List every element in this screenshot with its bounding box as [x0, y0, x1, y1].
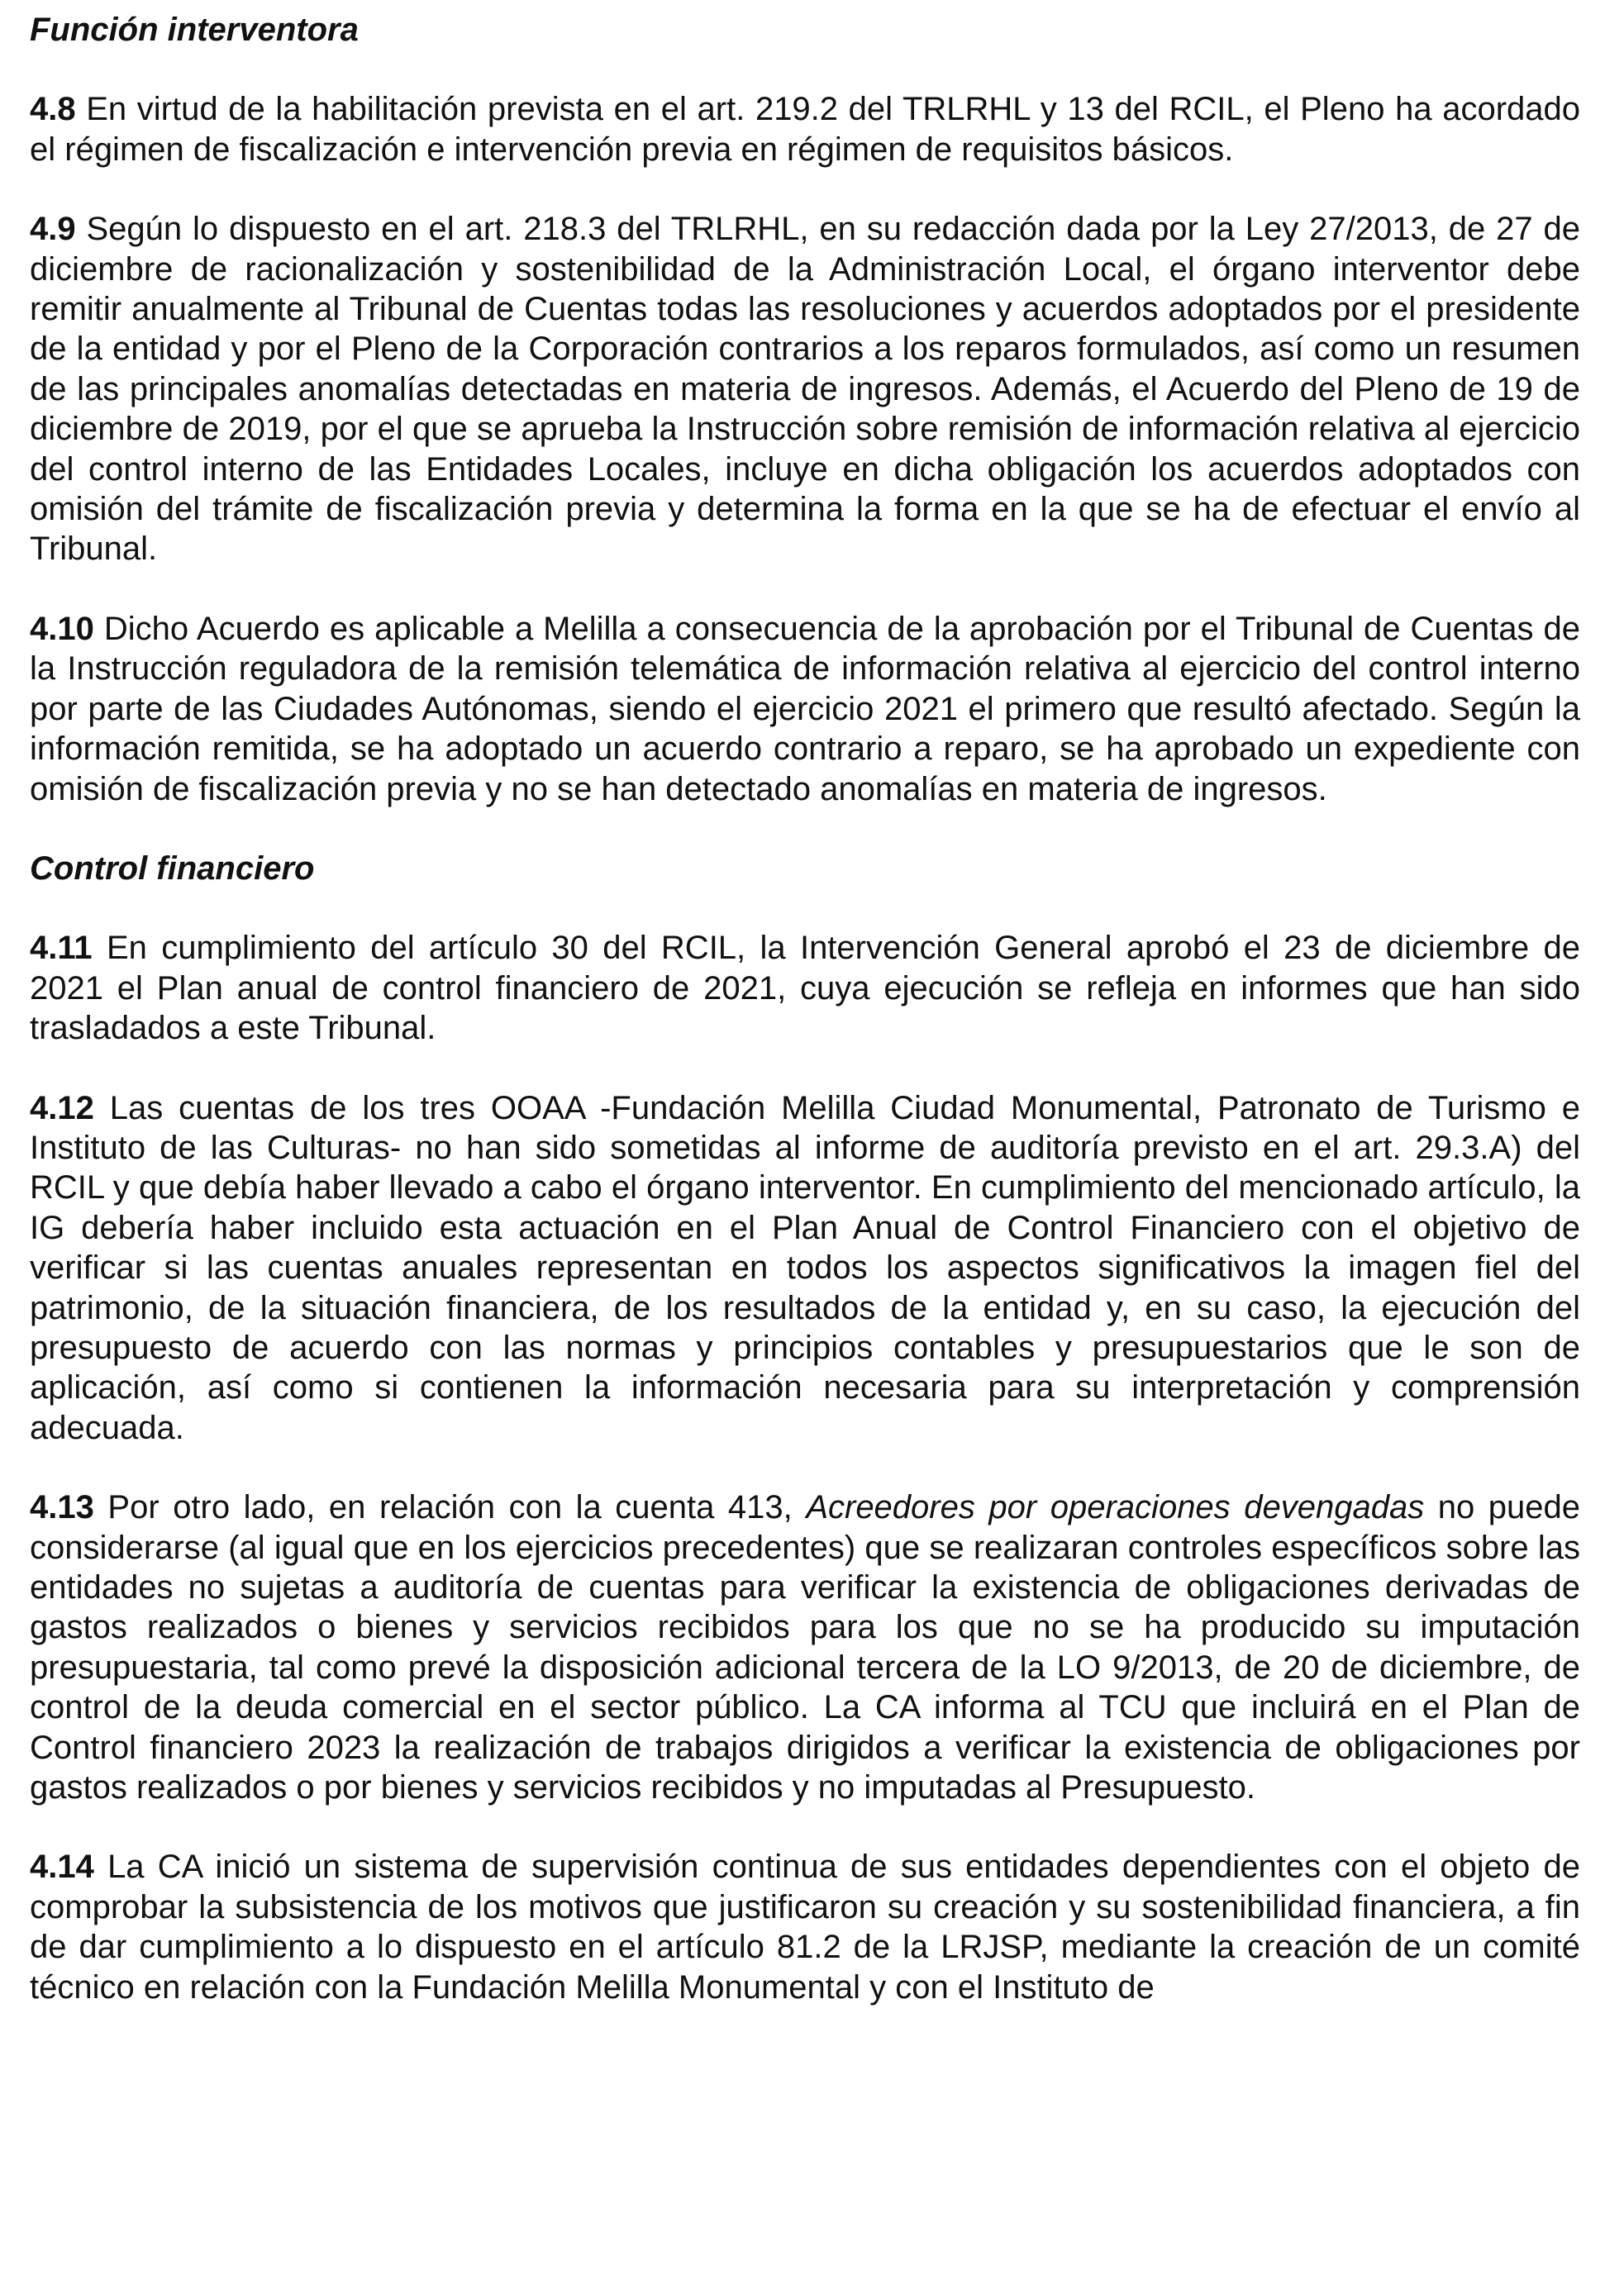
paragraph-text: Según lo dispuesto en el art. 218.3 del TRLRHL, en su redacción dada por la Ley 27/2013, de 27 de diciembre de racionalización y sostenibilidad de la Administración Local, el órgano interventor debe remitir anualmente al Tribunal de Cuentas todas las resoluciones y acuerdos adoptados por el presidente de la entidad y por el Pleno de la Corporación contrarios a los reparos formulados, así como un resumen de las principales anomalías detectadas en materia de ingresos. Además, el Acuerdo del Pleno de 19 de diciembre de 2019, por el que se aprueba la Instrucción sobre remisión de información relativa al ejercicio del control interno de las Entidades Locales, incluye en dicha obligación los acuerdos adoptados con omisión del trámite de fiscalización previa y determina la forma en la que se ha de efectuar el envío al Tribunal.	[30, 211, 1580, 568]
document-page	[30, 10, 1580, 2047]
paragraph-number: 4.8	[30, 91, 76, 128]
section-heading-control-financiero: Control financiero	[30, 850, 315, 887]
paragraph-text: En cumplimiento del artículo 30 del RCIL, la Intervención General aprobó el 23 de diciembre de 2021 el Plan anual de control financiero de 2021, cuya ejecución se refleja en informes que han sido trasladados a este Tribunal.	[30, 930, 1580, 1047]
paragraph-text-before: Por otro lado, en relación con la cuenta 413,	[107, 1489, 807, 1526]
paragraph-4-12	[30, 1088, 1580, 1449]
paragraph-4-10	[30, 609, 1580, 809]
account-name-italic: Acreedores por operaciones devengadas	[806, 1489, 1425, 1526]
paragraph-number: 4.9	[30, 211, 76, 248]
paragraph-4-8	[30, 89, 1580, 169]
paragraph-number: 4.12	[30, 1089, 94, 1126]
paragraph-text: En virtud de la habilitación prevista en el art. 219.2 del TRLRHL y 13 del RCIL, el Pleno ha acordado el régimen de fiscalización e intervención previa en régimen de requisitos básicos.	[30, 91, 1580, 168]
paragraph-number: 4.14	[30, 1849, 94, 1886]
paragraph-text: La CA inició un sistema de supervisión continua de sus entidades dependientes con el objeto de comprobar la subsistencia de los motivos que justificaron su creación y su sostenibilidad financiera, a fin de dar cumplimiento a lo dispuesto en el artículo 81.2 de la LRJSP, mediante la creación de un comité técnico en relación con la Fundación Melilla Monumental y con el Instituto de	[30, 1849, 1580, 2006]
paragraph-text-after: no puede considerarse (al igual que en los ejercicios precedentes) que se realizaran controles específicos sobre las entidades no sujetas a auditoría de cuentas para verificar la existencia de obligaciones derivadas de gastos realizados o bienes y servicios recibidos para los que no se ha producido su imputación presupuestaria, tal como prevé la disposición adicional tercera de la LO 9/2013, de 20 de diciembre, de control de la deuda comercial en el sector público. La CA informa al TCU que incluirá en el Plan de Control financiero 2023 la realización de trabajos dirigidos a verificar la existencia de obligaciones por gastos realizados o por bienes y servicios recibidos y no imputadas al Presupuesto.	[30, 1489, 1581, 1806]
paragraph-text: Las cuentas de los tres OOAA -Fundación Melilla Ciudad Monumental, Patronato de Turismo e Instituto de las Culturas- no han sido sometidas al informe de auditoría previsto en el art. 29.3.A) del RCIL y que debía haber llevado a cabo el órgano interventor. En cumplimiento del mencionado artículo, la IG debería haber incluido esta actuación en el Plan Anual de Control Financiero con el objetivo de verificar si las cuentas anuales representan en todos los aspectos significativos la imagen fiel del patrimonio, de la situación financiera, de los resultados de la entidad y, en su caso, la ejecución del presupuesto de acuerdo con las normas y principios contables y presupuestarios que le son de aplicación, así como si contienen la información necesaria para su interpretación y comprensión adecuada.	[30, 1089, 1580, 1446]
paragraph-number: 4.11	[30, 930, 93, 967]
paragraph-text: Dicho Acuerdo es aplicable a Melilla a consecuencia de la aprobación por el Tribunal de Cuentas de la Instrucción reguladora de la remisión telemática de información relativa al ejercicio del control interno por parte de las Ciudades Autónomas, siendo el ejercicio 2021 el primero que resultó afectado. Según la información remitida, se ha adoptado un acuerdo contrario a reparo, se ha aprobado un expediente con omisión de fiscalización previa y no se han detectado anomalías en materia de ingresos.	[30, 610, 1580, 807]
paragraph-number: 4.13	[30, 1489, 94, 1526]
section-heading-funcion-interventora: Función interventora	[30, 12, 359, 48]
paragraph-4-13	[30, 1487, 1580, 1807]
paragraph-number: 4.10	[30, 610, 94, 647]
paragraph-4-9	[30, 209, 1580, 569]
paragraph-4-11	[30, 928, 1580, 1048]
paragraph-4-14	[30, 1847, 1580, 2007]
